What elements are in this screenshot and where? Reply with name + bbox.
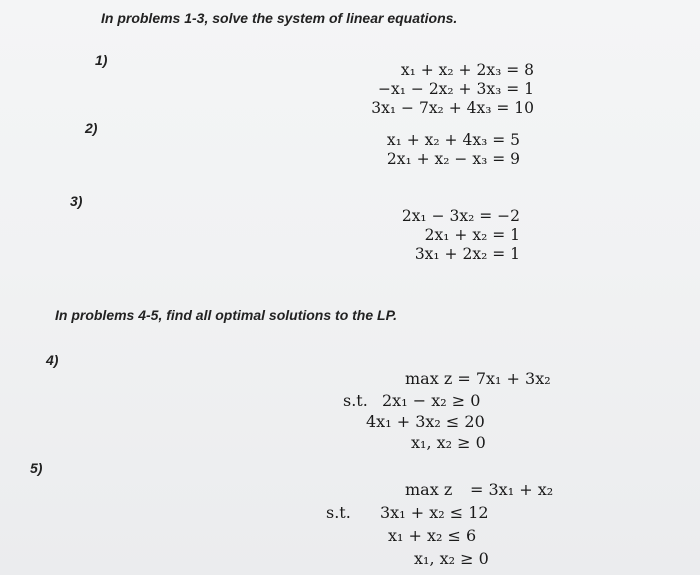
problem-2-number: 2) <box>85 120 98 136</box>
problem-3-equation-1: 2x₁ − 3x₂ = −2 <box>401 207 520 225</box>
problem-1-equation-2: −x₁ − 2x₂ + 3x₃ = 1 <box>378 80 534 98</box>
problem-1-system <box>371 61 534 118</box>
instructions-heading-1: In problems 1-3, solve the system of linear equations. <box>101 10 458 26</box>
problem-4-constraint-1: 2x₁ − x₂ ≥ 0 <box>382 391 481 410</box>
problem-2-equation-1: x₁ + x₂ + 4x₃ = 5 <box>386 131 520 149</box>
problem-3-number: 3) <box>70 193 83 209</box>
problem-2-equation-2: 2x₁ + x₂ − x₃ = 9 <box>386 150 520 168</box>
problem-5-constraint-2: x₁ + x₂ ≤ 6 <box>388 526 477 545</box>
problem-1-equation-3: 3x₁ − 7x₂ + 4x₃ = 10 <box>371 99 534 117</box>
problem-4-st-label: s.t. <box>343 391 368 410</box>
problem-1-number: 1) <box>95 52 108 68</box>
problem-3-equation-3: 3x₁ + 2x₂ = 1 <box>414 245 520 263</box>
problem-1-equation-1: x₁ + x₂ + 2x₃ = 8 <box>400 61 534 79</box>
problem-2-system <box>387 131 520 169</box>
problem-4-number: 4) <box>46 352 59 368</box>
problem-4-constraint-3: x₁, x₂ ≥ 0 <box>411 433 486 452</box>
instructions-heading-2: In problems 4-5, find all optimal solutions to the LP. <box>55 307 397 323</box>
problem-5-number: 5) <box>30 460 43 476</box>
problem-5-objective-rhs: = 3x₁ + x₂ <box>470 480 554 499</box>
problem-4-objective: max z = 7x₁ + 3x₂ <box>405 369 551 388</box>
problem-3-system <box>402 207 520 264</box>
problem-5-constraint-3: x₁, x₂ ≥ 0 <box>414 549 489 568</box>
problem-5-st-label: s.t. <box>326 503 351 522</box>
problem-5-constraint-1: 3x₁ + x₂ ≤ 12 <box>380 503 489 522</box>
problem-4-constraint-2: 4x₁ + 3x₂ ≤ 20 <box>366 412 485 431</box>
problem-3-equation-2: 2x₁ + x₂ = 1 <box>424 226 520 244</box>
problem-5-objective-label: max z <box>405 480 453 499</box>
